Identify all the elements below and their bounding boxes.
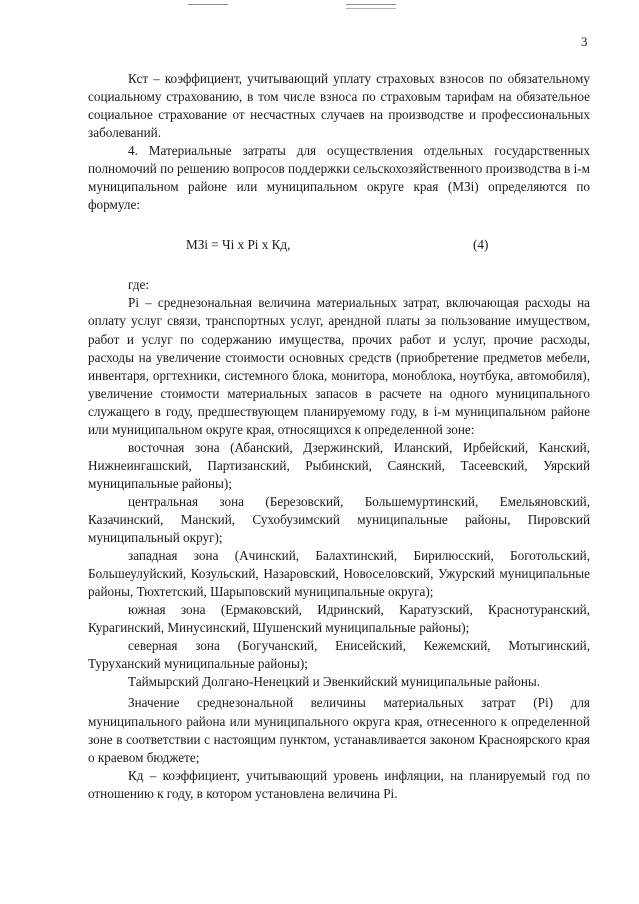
zone-item: Таймырский Долгано-Ненецкий и Эвенкийский муниципальные районы. [128,674,541,690]
zone-item: южная зона (Ермаковский, Идринский, Каратузский, Краснотуранский, Курагинский, Минусинский, Шушенский муниципальные районы); [88,602,590,636]
where-label: где: [128,277,149,293]
paragraph-item-4: 4. Материальные затраты для осуществления отдельных государственных полномочий по решению вопросов поддержки сельскохозяйственного производства в i-м муниципальном районе или муниципальном округе края (МЗi) определяются по формуле: [88,143,590,213]
paragraph-kd-definition: Кд – коэффициент, учитывающий уровень инфляции, на планируемый год по отношению к году, в котором установлена величина Pi. [88,767,590,801]
formula-expression: МЗi = Чi x Pi x Кд, [186,237,291,253]
header-rule-right-secondary [346,8,396,9]
header-rule-left [188,4,228,5]
paragraph-pi-value: Значение среднезональной величины материальных затрат (Pi) для муниципального района или муниципального округа края, отнесенного к определенной зоне в соответствии с настоящим пунктом, устанавливается законом Красноярского края о краевом бюджете; [88,695,590,765]
zone-item: восточная зона (Абанский, Дзержинский, Иланский, Ирбейский, Канский, Нижнеингашский, Партизанский, Рыбинский, Саянский, Тасеевский, Уярский муниципальные районы); [88,439,590,491]
zone-item: западная зона (Ачинский, Балахтинский, Бирилюсский, Боготольский, Большеулуйский, Козульский, Назаровский, Новоселовский, Ужурский муниципальные районы, Тюхтетский, Шарыповский муниципальные округа); [88,548,590,600]
paragraph-kst-definition: Кст – коэффициент, учитывающий уплату страховых взносов по обязательному социальному страхованию, в том числе взноса по страховым тарифам на обязательное социальное страхование от несчастных случаев на производстве и профессиональных заболеваний. [88,71,590,141]
formula-block [88,236,590,254]
zone-item: северная зона (Богучанский, Енисейский, Кежемский, Мотыгинский, Туруханский муниципальные районы); [88,638,590,672]
formula-number: (4) [473,237,489,253]
document-body [88,70,590,803]
header-rule-right [346,4,396,5]
zone-item: центральная зона (Березовский, Большемуртинский, Емельяновский, Казачинский, Манский, Сухобузимский муниципальные районы, Пировский муниципальный округ); [88,493,590,546]
page-number: 3 [581,34,588,49]
paragraph-pi-definition: Pi – среднезональная величина материальных затрат, включающая расходы на оплату услуг связи, транспортных услуг, арендной платы за пользование имуществом, работ и услуг по содержанию имущества, прочих работ и услуг, прочие расходы, расходы на увеличение стоимости основных средств (приобретение предметов мебели, инвентаря, оргтехники, системного блока, монитора, моноблока, ноутбука, автомобиля), увеличение стоимости материальных запасов в расчете на одного муниципального служащего в году, предшествующем планируемому году, в i-м муниципальном районе или муниципальном округе края, относящихся к определенной зоне: [88,295,590,437]
